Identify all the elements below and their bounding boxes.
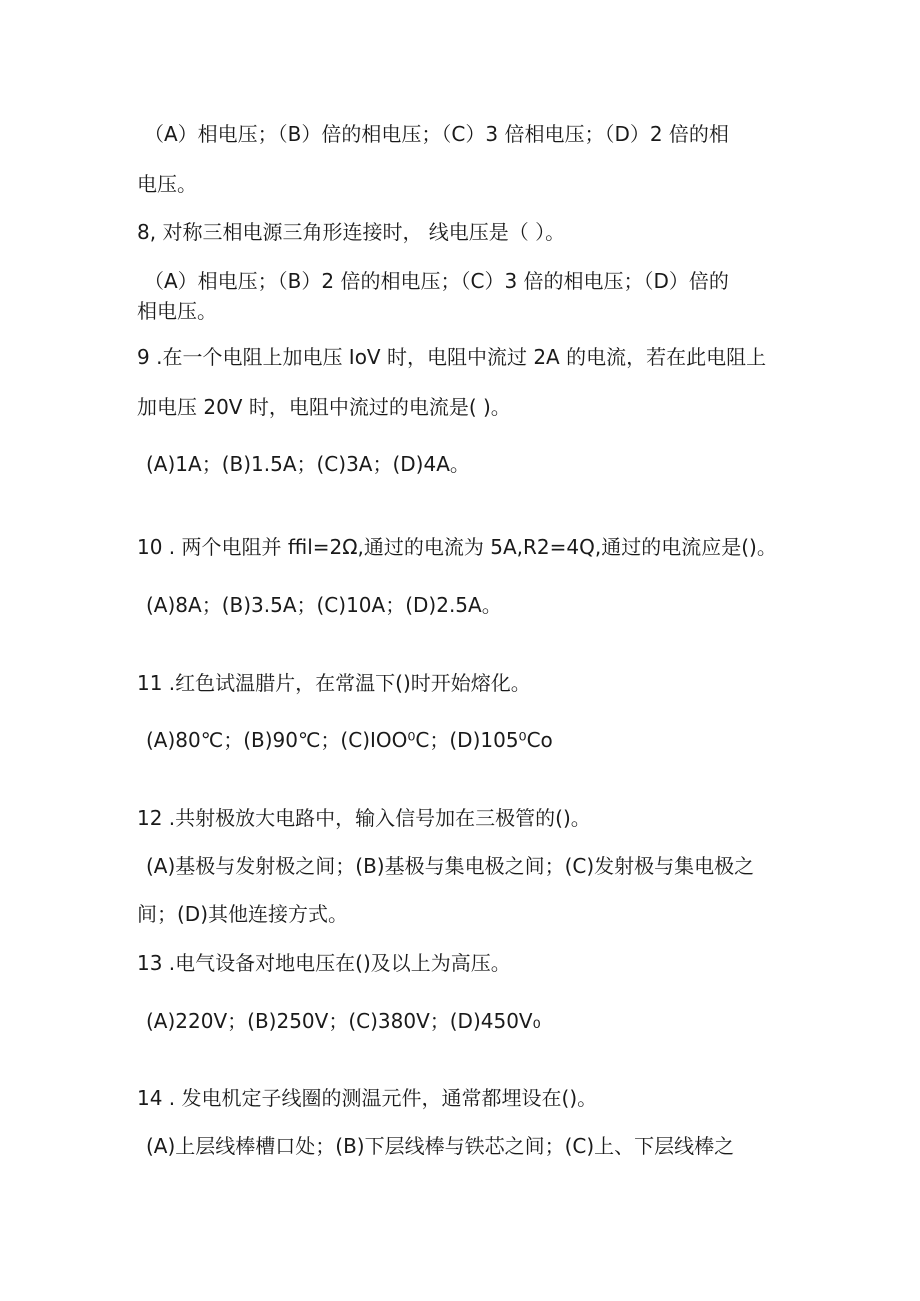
q11-options: (A)80℃；(B)90℃；(C)IOO⁰C；(D)105⁰Co: [146, 728, 553, 752]
q9-question-line-2: 加电压 20V 时，电阻中流过的电流是( )。: [137, 395, 511, 419]
q11-question: 11 .红色试温腊片，在常温下()时开始熔化。: [137, 671, 531, 695]
q13-options: (A)220V；(B)250V；(C)380V；(D)450V₀: [146, 1009, 541, 1033]
q9-question-line-1: 9 .在一个电阻上加电压 IoV 时，电阻中流过 2A 的电流，若在此电阻上: [137, 345, 767, 369]
q13-question: 13 .电气设备对地电压在()及以上为高压。: [137, 951, 511, 975]
q12-options-line-1: (A)基极与发射极之间；(B)基极与集电极之间；(C)发射极与集电极之: [146, 854, 755, 878]
q7-options-line-1: （A）相电压；（B）倍的相电压；（C）3 倍相电压；（D）2 倍的相: [144, 122, 729, 146]
q9-options: (A)1A；(B)1.5A；(C)3A；(D)4A。: [146, 452, 470, 476]
q8-options-line-1: （A）相电压；（B）2 倍的相电压；（C）3 倍的相电压；（D）倍的: [144, 269, 729, 293]
q10-options: (A)8A；(B)3.5A；(C)10A；(D)2.5A。: [146, 593, 502, 617]
q8-options-line-2: 相电压。: [137, 299, 217, 323]
q12-options-line-2: 间；(D)其他连接方式。: [137, 902, 349, 926]
q14-question: 14 . 发电机定子线圈的测温元件，通常都埋设在()。: [137, 1086, 598, 1110]
q7-options-line-2: 电压。: [137, 172, 197, 196]
q8-question: 8, 对称三相电源三角形连接时， 线电压是（ ）。: [137, 220, 566, 244]
q12-question: 12 .共射极放大电路中，输入信号加在三极管的()。: [137, 806, 591, 830]
q14-options-line-1: (A)上层线棒槽口处；(B)下层线棒与铁芯之间；(C)上、下层线棒之: [146, 1134, 735, 1158]
q10-question: 10 . 两个电阻并 ffil=2Ω,通过的电流为 5A,R2=4Q,通过的电流应是()。: [137, 535, 777, 559]
